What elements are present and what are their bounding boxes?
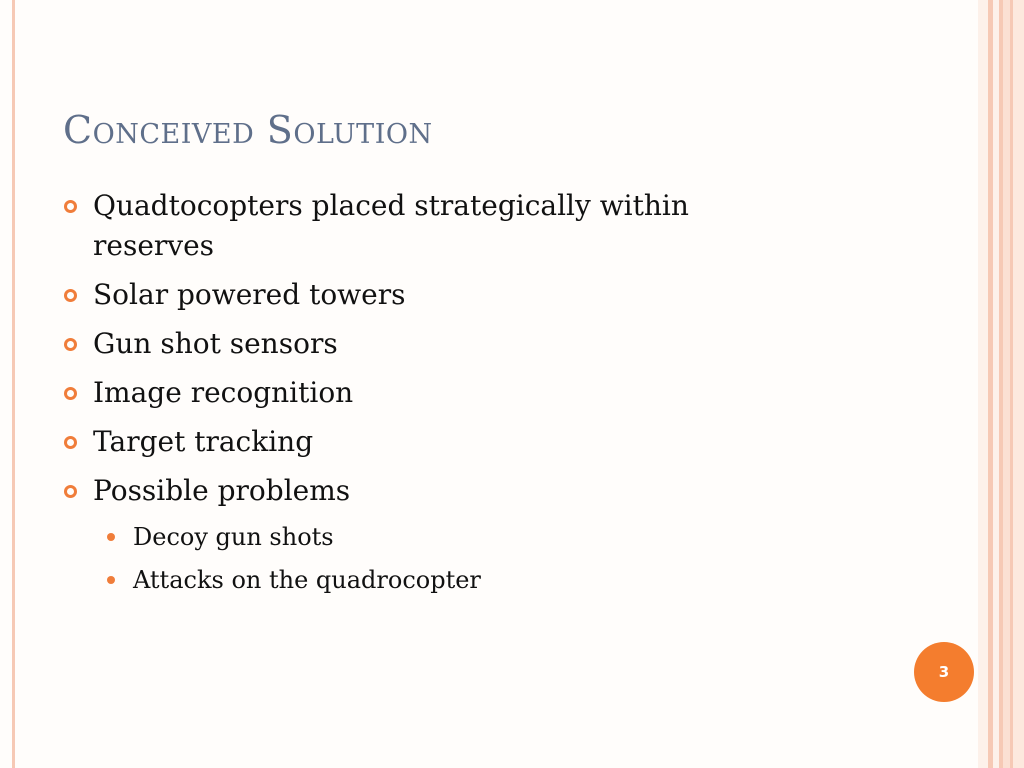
left-border-line [12, 0, 15, 768]
ring-bullet-icon [64, 289, 77, 302]
ring-bullet-icon [64, 485, 77, 498]
bullet-item [64, 471, 924, 511]
bullet-text: Target tracking [93, 425, 314, 458]
slide-title: Conceived Solution [63, 108, 433, 152]
bullet-item [64, 324, 924, 364]
sub-bullet-list [64, 520, 924, 597]
ring-bullet-icon [64, 338, 77, 351]
sub-bullet-item [64, 563, 924, 597]
page-number: 3 [938, 663, 950, 681]
bullet-text: Quadtocopters placed strategically within [93, 189, 689, 222]
page-number-badge [914, 642, 974, 702]
sub-bullet-text: Decoy gun shots [133, 523, 334, 551]
bullet-text: Possible problems [93, 474, 351, 507]
ring-bullet-icon [64, 436, 77, 449]
bullet-item [64, 275, 924, 315]
bullet-text: Solar powered towers [93, 278, 406, 311]
dot-bullet-icon [107, 576, 115, 584]
bullet-text: Image recognition [93, 376, 354, 409]
sub-bullet-text: Attacks on the quadrocopter [133, 566, 481, 594]
stripe [1003, 0, 1010, 768]
bullet-text-continued: reserves [93, 229, 215, 262]
stripe [1013, 0, 1024, 768]
bullet-item [64, 186, 924, 266]
bullet-list [64, 186, 924, 511]
sub-bullet-item [64, 520, 924, 554]
stripe [978, 0, 988, 768]
ring-bullet-icon [64, 200, 77, 213]
ring-bullet-icon [64, 387, 77, 400]
dot-bullet-icon [107, 533, 115, 541]
slide-body [64, 186, 924, 606]
bullet-text: Gun shot sensors [93, 327, 338, 360]
bullet-item [64, 373, 924, 413]
right-decorative-stripes [978, 0, 1024, 768]
bullet-item [64, 422, 924, 462]
